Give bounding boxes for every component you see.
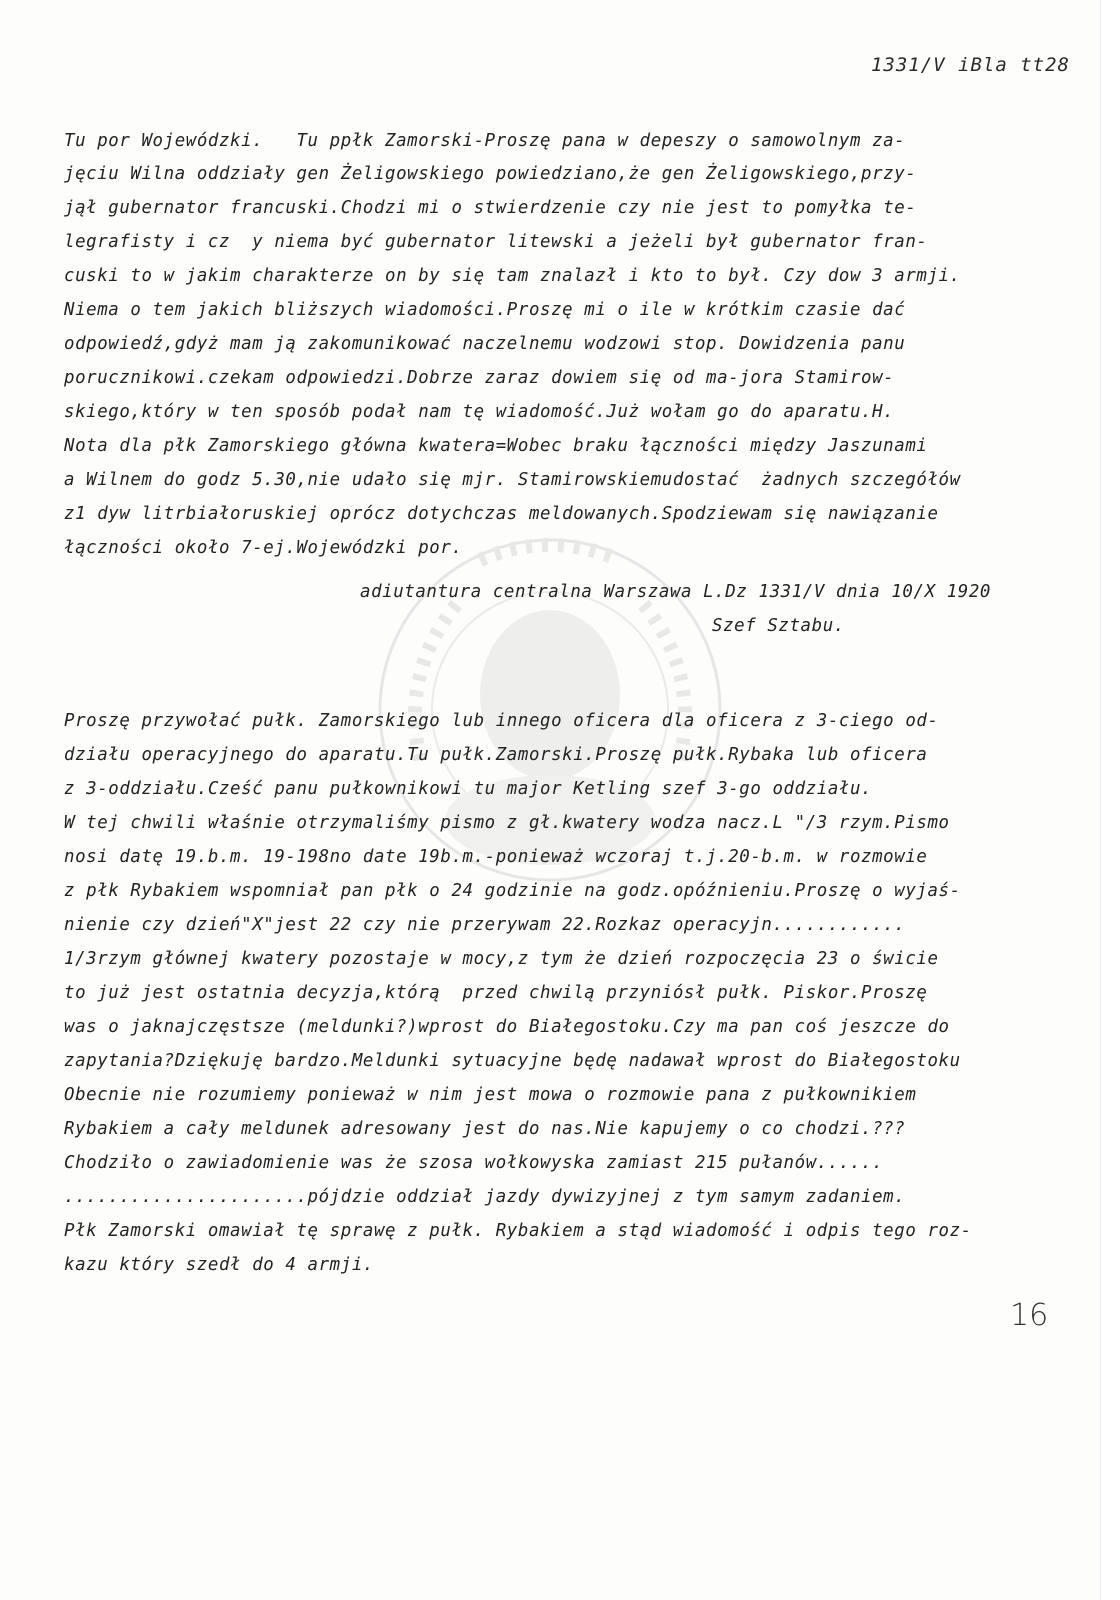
text-line: działu operacyjnego do aparatu.Tu pułk.Zamorski.Proszę pułk.Rybaka lub oficera	[64, 745, 928, 765]
text-line: Płk Zamorski omawiał tę sprawę z pułk. Rybakiem a stąd wiadomość i odpis tego roz-	[64, 1221, 972, 1241]
text-line: porucznikowi.czekam odpowiedzi.Dobrze zaraz dowiem się od ma-jora Stamirow-	[64, 368, 895, 388]
text-line: 1/3rzym głównej kwatery pozostaje w mocy,z tym że dzień rozpoczęcia 23 o świcie	[64, 949, 939, 969]
text-line: Obecnie nie rozumiemy ponieważ w nim jest mowa o rozmowie pana z pułkownikiem	[64, 1085, 917, 1105]
text-line: a Wilnem do godz 5.30,nie udało się mjr. Stamirowskiemudostać żadnych szczegółów	[64, 470, 961, 490]
text-line: z płk Rybakiem wspomniał pan płk o 24 godzinie na godz.opóźnieniu.Proszę o wyjaś-	[64, 881, 961, 901]
text-line: legrafisty i cz y niema być gubernator litewski a jeżeli był gubernator fran-	[64, 232, 928, 252]
text-line: odpowiedź,gdyż mam ją zakomunikować naczelnemu wodzowi stop. Dowidzenia panu	[64, 334, 906, 354]
text-line: skiego,który w ten sposób podał nam tę wiadomość.Już wołam go do aparatu.H.	[64, 402, 895, 422]
archive-reference: 1331/V iBla tt28	[870, 54, 1070, 76]
page-number: 16	[1010, 1298, 1049, 1333]
text-line: z1 dyw litrbiałoruskiej oprócz dotychczas meldowanych.Spodziewam się nawiązanie	[64, 504, 939, 524]
text-line: Tu por Wojewódzki. Tu ppłk Zamorski-Proszę pana w depeszy o samowolnym za-	[64, 131, 906, 151]
text-line: kazu który szedł do 4 armji.	[64, 1255, 374, 1275]
text-line: Rybakiem a cały meldunek adresowany jest do nas.Nie kapujemy o co chodzi.???	[64, 1119, 906, 1139]
text-line: nienie czy dzień"X"jest 22 czy nie przerywam 22.Rozkaz operacyjn............	[64, 915, 906, 935]
signature-title: Szef Sztabu.	[712, 616, 845, 636]
text-line: ......................pójdzie oddział jazdy dywizyjnej z tym samym zadaniem.	[64, 1187, 906, 1207]
text-line: to już jest ostatnia decyzja,którą przed chwilą przyniósł pułk. Piskor.Proszę	[64, 983, 928, 1003]
text-line: Nota dla płk Zamorskiego główna kwatera=Wobec braku łączności między Jaszunami	[64, 436, 928, 456]
text-line: Niema o tem jakich bliższych wiadomości.Proszę mi o ile w krótkim czasie dać	[64, 300, 906, 320]
text-line: łączności około 7-ej.Wojewódzki por.	[64, 538, 463, 558]
text-line: Chodziło o zawiadomienie was że szosa wołkowyska zamiast 215 pułanów......	[64, 1153, 884, 1173]
text-line: was o jaknajczęstsze (meldunki?)wprost do Białegostoku.Czy ma pan coś jeszcze do	[64, 1017, 950, 1037]
text-line: jął gubernator francuski.Chodzi mi o stwierdzenie czy nie jest to pomyłka te-	[64, 198, 917, 218]
text-line: Proszę przywołać pułk. Zamorskiego lub innego oficera dla oficera z 3-ciego od-	[64, 711, 939, 731]
text-line: W tej chwili właśnie otrzymaliśmy pismo z gł.kwatery wodza nacz.L "/3 rzym.Pismo	[64, 813, 950, 833]
text-line: nosi datę 19.b.m. 19-198no date 19b.m.-ponieważ wczoraj t.j.20-b.m. w rozmowie	[64, 847, 928, 867]
signature-line: adiutantura centralna Warszawa L.Dz 1331/V dnia 10/X 1920	[360, 582, 991, 602]
text-line: z 3-oddziału.Cześć panu pułkownikowi tu major Ketling szef 3-go oddziału.	[64, 779, 873, 799]
watermark-seal-icon	[360, 520, 740, 900]
text-line: jęciu Wilna oddziały gen Żeligowskiego powiedziano,że gen Żeligowskiego,przy-	[64, 164, 917, 184]
text-line: cuski to w jakim charakterze on by się tam znalazł i kto to był. Czy dow 3 armji.	[64, 266, 961, 286]
text-line: zapytania?Dziękuję bardzo.Meldunki sytuacyjne będę nadawał wprost do Białegostoku	[64, 1051, 961, 1071]
